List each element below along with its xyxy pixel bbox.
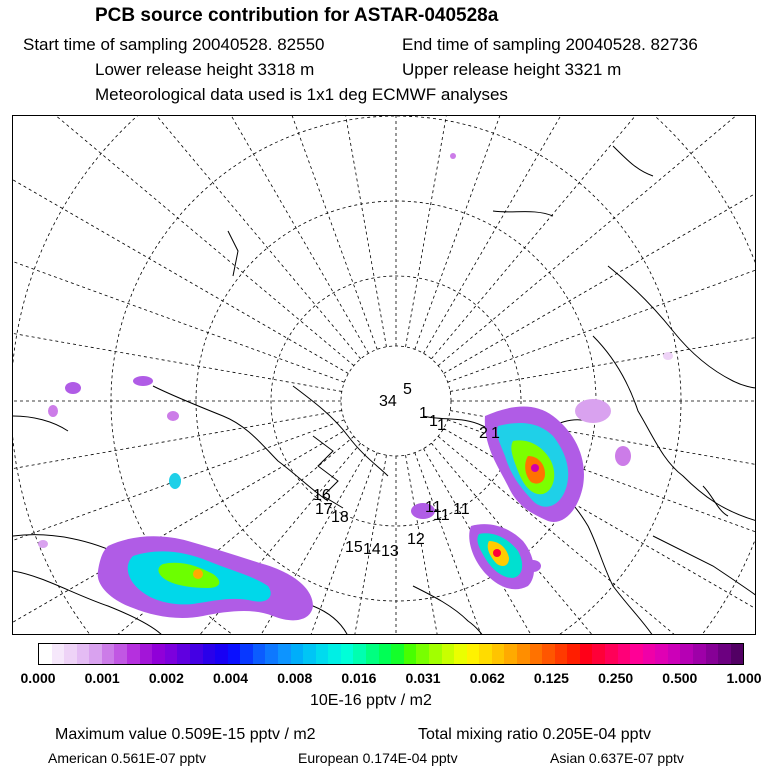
total-mixing-label: Total mixing ratio 0.205E-04 pptv: [418, 726, 652, 743]
meridian-line: [13, 245, 342, 392]
colorbar-tick-label: 0.062: [469, 670, 505, 686]
colorbar-swatch: [416, 644, 429, 664]
colorbar-swatch: [102, 644, 115, 664]
colorbar-swatch: [668, 644, 681, 664]
plume-america-peak: [193, 569, 203, 579]
colorbar-swatch: [52, 644, 65, 664]
meridian-line: [444, 116, 756, 374]
colorbar-swatch: [114, 644, 127, 664]
colorbar-swatch: [203, 644, 216, 664]
colorbar-tick-label: 0.002: [148, 670, 184, 686]
trajectory-label: 13: [381, 543, 399, 560]
meridian-line: [431, 116, 756, 359]
map-title: PCB source contribution for ASTAR-040528a: [95, 5, 499, 26]
trajectory-label: 1: [429, 413, 438, 430]
meridian-line: [88, 116, 377, 349]
met-data-label: Meteorological data used is 1x1 deg ECMWF analyses: [95, 85, 508, 104]
plume-patch: [167, 411, 179, 421]
colorbar-swatch: [152, 644, 165, 664]
end-time-label: End time of sampling 20040528. 82736: [402, 35, 698, 54]
plume-patch: [38, 540, 48, 548]
colorbar-swatch: [265, 644, 278, 664]
colorbar-swatch: [253, 644, 266, 664]
plume-east-max: [531, 464, 539, 472]
colorbar-swatch: [353, 644, 366, 664]
european-contribution-label: European 0.174E-04 pptv: [298, 750, 458, 766]
colorbar-swatch: [177, 644, 190, 664]
colorbar-swatch: [215, 644, 228, 664]
colorbar-tick-label: 0.031: [405, 670, 441, 686]
plume-patch: [450, 153, 456, 159]
colorbar-swatch: [442, 644, 455, 664]
colorbar-swatch: [580, 644, 593, 664]
trajectory-label: 1: [437, 417, 446, 434]
trajectory-label: 14: [363, 541, 381, 558]
trajectory-label: 11: [453, 501, 470, 518]
plume-patch: [133, 376, 153, 386]
max-value-label: Maximum value 0.509E-15 pptv / m2: [55, 726, 316, 743]
trajectory-label: 11: [425, 499, 442, 516]
colorbar-swatch: [731, 644, 744, 664]
colorbar-swatch: [39, 644, 52, 664]
plume-patch: [48, 405, 58, 417]
colorbar-swatch: [567, 644, 580, 664]
meridian-line: [13, 116, 361, 359]
colorbar-tick-label: 1.000: [726, 670, 762, 686]
colorbar-swatch: [643, 644, 656, 664]
trajectory-label: 17: [315, 501, 333, 518]
trajectory-label: 34: [379, 393, 397, 410]
colorbar-swatch: [517, 644, 530, 664]
colorbar-tick-label: 0.500: [662, 670, 698, 686]
colorbar-tick-label: 0.008: [277, 670, 313, 686]
colorbar-swatch: [479, 644, 492, 664]
colorbar-swatch: [291, 644, 304, 664]
colorbar-swatch: [341, 644, 354, 664]
start-time-label: Start time of sampling 20040528. 82550: [23, 35, 325, 54]
colorbar-swatch: [140, 644, 153, 664]
colorbar-swatch: [530, 644, 543, 664]
colorbar-swatch: [89, 644, 102, 664]
meridian-line: [13, 116, 348, 374]
trajectory-label: 1: [419, 405, 428, 422]
colorbar-swatch: [630, 644, 643, 664]
colorbar-swatch: [542, 644, 555, 664]
plume-patch: [525, 560, 541, 572]
meridian-line: [415, 116, 704, 349]
plume-southeast-max: [493, 549, 501, 557]
colorbar-swatch: [429, 644, 442, 664]
asian-contribution-label: Asian 0.637E-07 pptv: [550, 750, 684, 766]
plume-patch: [663, 352, 673, 360]
upper-height-label: Upper release height 3321 m: [402, 60, 622, 79]
colorbar-swatch: [190, 644, 203, 664]
colorbar-swatch: [328, 644, 341, 664]
american-contribution-label: American 0.561E-07 pptv: [48, 750, 206, 766]
colorbar-swatch: [592, 644, 605, 664]
colorbar-swatch: [316, 644, 329, 664]
colorbar-swatch: [693, 644, 706, 664]
colorbar-swatch: [454, 644, 467, 664]
colorbar-tick-label: 0.000: [20, 670, 56, 686]
colorbar-swatch: [504, 644, 517, 664]
trajectory-label: 16: [313, 487, 331, 504]
colorbar-swatch: [655, 644, 668, 664]
colorbar-tick-label: 0.125: [533, 670, 569, 686]
colorbar-tick-label: 0.004: [213, 670, 249, 686]
colorbar-swatch: [706, 644, 719, 664]
colorbar-swatch: [605, 644, 618, 664]
trajectory-label: 5: [403, 381, 412, 398]
colorbar-swatch: [492, 644, 505, 664]
colorbar-swatch: [165, 644, 178, 664]
colorbar-swatch: [366, 644, 379, 664]
polar-map-panel: [12, 115, 756, 635]
trajectory-label: 2: [479, 425, 488, 442]
plume-patch: [65, 382, 81, 394]
colorbar-swatch: [379, 644, 392, 664]
trajectory-label: 15: [345, 539, 363, 556]
meridian-line: [450, 245, 756, 392]
meridian-line: [240, 116, 387, 347]
trajectory-label: 1: [491, 425, 500, 442]
polar-stereographic-map: [13, 116, 756, 635]
meridian-line: [424, 116, 757, 353]
meridian-line: [406, 116, 553, 347]
colorbar-swatch: [718, 644, 731, 664]
colorbar-swatch: [680, 644, 693, 664]
colorbar-swatch: [278, 644, 291, 664]
meridian-line: [13, 116, 369, 353]
colorbar-swatch: [77, 644, 90, 664]
colorbar-tick-label: 0.016: [341, 670, 377, 686]
colorbar: [38, 643, 744, 665]
colorbar-swatch: [228, 644, 241, 664]
plume-patch: [169, 473, 181, 489]
colorbar-swatch: [618, 644, 631, 664]
plume-patch: [615, 446, 631, 466]
trajectory-label: 12: [407, 531, 425, 548]
meridian-line: [13, 116, 354, 366]
colorbar-tick-label: 0.250: [598, 670, 634, 686]
trajectory-label: 11: [433, 507, 450, 524]
colorbar-swatch: [404, 644, 417, 664]
colorbar-swatch: [240, 644, 253, 664]
colorbar-unit-label: 10E-16 pptv / m2: [310, 692, 432, 709]
colorbar-swatch: [391, 644, 404, 664]
colorbar-tick-label: 0.001: [84, 670, 120, 686]
plume-patch: [575, 399, 611, 423]
colorbar-swatch: [64, 644, 77, 664]
colorbar-swatch: [467, 644, 480, 664]
trajectory-label: 18: [331, 509, 349, 526]
colorbar-swatch: [303, 644, 316, 664]
colorbar-swatch: [127, 644, 140, 664]
colorbar-swatch: [555, 644, 568, 664]
lower-height-label: Lower release height 3318 m: [95, 60, 315, 79]
